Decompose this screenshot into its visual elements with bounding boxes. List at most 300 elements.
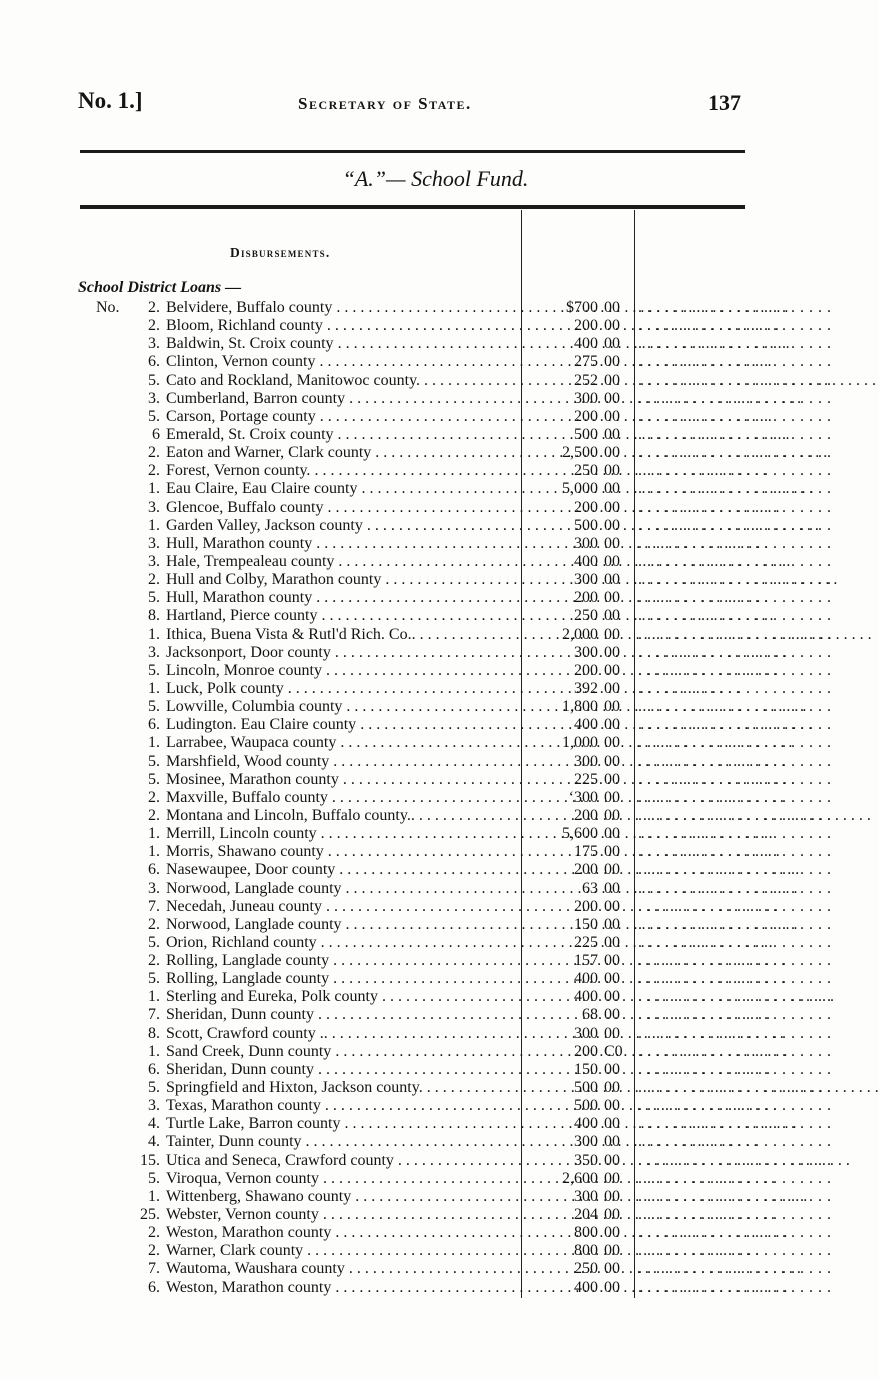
loan-amount: 275	[574, 353, 598, 371]
district-number: 5.	[148, 371, 160, 389]
district-number: 4.	[148, 1115, 160, 1133]
table-row	[0, 535, 851, 553]
dot-leader: . . . . . . . . . . . . . . . . . . . . . .	[638, 1224, 832, 1242]
heavy-rule	[80, 205, 745, 209]
district-number: 2.	[148, 952, 160, 970]
loan-cents: 00	[604, 534, 620, 552]
table-row	[0, 299, 851, 317]
dot-leader: . . . . . . . . . . . . . . . . . . . . . .	[638, 353, 832, 371]
loan-cents: 00	[604, 317, 620, 335]
district-number: 2.	[148, 1224, 160, 1242]
loan-amount: 200	[574, 317, 598, 335]
table-row	[0, 589, 851, 607]
district-description: Clinton, Vernon county . . .	[166, 353, 518, 371]
dot-leader: . . . . . . . . . . . . . . . . . . . . . .	[638, 1097, 832, 1115]
dot-leader: . . . . . . . . . . . . . . . . . . . . . .	[638, 806, 832, 824]
loan-cents: 00	[604, 1242, 620, 1260]
dot-leader: . . . . . . . . . . . . . . . . . . . . . .	[638, 1206, 832, 1224]
district-number: 5.	[148, 933, 160, 951]
district-number: 2.	[148, 444, 160, 462]
table-row	[0, 952, 851, 970]
loan-cents: 00	[604, 1224, 620, 1242]
district-description: Larrabee, Waupaca county . . .	[166, 734, 518, 752]
district-number: 3.	[148, 498, 160, 516]
district-number: 1.	[148, 988, 160, 1006]
dot-leader: . . . . . . . . . . . . . . . . . . . . . .	[638, 335, 832, 353]
loan-cents: 00	[604, 897, 620, 915]
loan-amount: 400	[574, 716, 598, 734]
loan-cents: 00	[604, 407, 620, 425]
table-row	[0, 1224, 851, 1242]
district-number: 5.	[148, 407, 160, 425]
loan-amount: 2,500	[562, 444, 598, 462]
district-description: Utica and Seneca, Crawford county . . .	[166, 1152, 518, 1170]
loan-amount: 300	[574, 389, 598, 407]
loan-cents: 00	[604, 788, 620, 806]
loan-amount: 500	[574, 425, 598, 443]
dot-leader: . . . . . . . . . . . . . . . . . . . . . .	[638, 1169, 832, 1187]
district-number: 5.	[148, 698, 160, 716]
dot-leader: . . . . . . . . . . . . . . . . . . . . . .	[638, 988, 832, 1006]
district-number: 6.	[148, 1060, 160, 1078]
table-row	[0, 644, 851, 662]
loan-cents: 00	[604, 970, 620, 988]
dot-leader: . . . . . . . . . . . . . . . . . . . . . .	[638, 1133, 832, 1151]
district-description: Tainter, Dunn county . . .	[166, 1133, 518, 1151]
table-row	[0, 1242, 851, 1260]
loan-amount: 392	[574, 679, 598, 697]
district-description: Sterling and Eureka, Polk county . . .	[166, 988, 518, 1006]
loan-cents: 00	[604, 1260, 620, 1278]
loan-cents: 00	[604, 988, 620, 1006]
table-row	[0, 970, 851, 988]
district-number: 1.	[148, 843, 160, 861]
loan-cents: 00	[604, 915, 620, 933]
district-description: Merrill, Lincoln county . . .	[166, 825, 518, 843]
district-description: Cumberland, Barron county . . .	[166, 390, 518, 408]
district-number: 5.	[148, 1079, 160, 1097]
dot-leader: . . . . . . . . . . . . . . . . . . . . . .	[638, 716, 832, 734]
table-row	[0, 916, 851, 934]
dot-leader: . . . . . . . . . . . . . . . . . . . . . .	[638, 825, 832, 843]
district-number: 3.	[148, 389, 160, 407]
district-description: Hull, Marathon county . . .	[166, 535, 518, 553]
loan-amount: 150	[574, 1060, 598, 1078]
district-number: 2.	[148, 462, 160, 480]
header-title: Secretary of State.	[298, 94, 472, 113]
dot-leader: . . . . . . . . . . . . . . . . . . . . . .	[638, 389, 832, 407]
loan-cents: 00	[604, 353, 620, 371]
district-description: Scott, Crawford county .. . . .	[166, 1025, 518, 1043]
loan-amount: 2,600	[562, 1169, 598, 1187]
district-description: Rolling, Langlade county . . .	[166, 952, 518, 970]
page-number: 137	[708, 90, 741, 115]
loan-amount: 200	[574, 1042, 598, 1060]
loan-cents: 00	[604, 698, 620, 716]
header-document-number: No. 1.]	[78, 88, 143, 113]
loan-cents: 00	[604, 498, 620, 516]
district-number: 1.	[148, 679, 160, 697]
district-description: Lowville, Columbia county . . . .	[166, 698, 518, 716]
district-number: 1.	[148, 625, 160, 643]
table-row	[0, 898, 851, 916]
district-description: Forest, Vernon county. . . .	[166, 462, 518, 480]
district-description: Sheridan, Dunn county . . .	[166, 1006, 518, 1024]
loan-amount: 250	[574, 607, 598, 625]
district-description: Montana and Lincoln, Buffalo county.. . . .	[166, 807, 518, 825]
district-number: 6.	[148, 716, 160, 734]
district-description: Hull, Marathon county . . .	[166, 589, 518, 607]
dot-leader: . . . . . . . . . . . . . . . . . . . . . .	[638, 1006, 832, 1024]
district-description: Weston, Marathon county . . .	[166, 1224, 518, 1242]
table-row	[0, 1097, 851, 1115]
district-number: 2.	[148, 788, 160, 806]
loan-cents: 00	[604, 552, 620, 570]
loan-cents: 00	[604, 843, 620, 861]
loan-cents: 00	[604, 679, 620, 697]
loan-cents: 00	[604, 825, 620, 843]
district-description: Hull and Colby, Marathon county . . .	[166, 571, 518, 589]
district-number: 5.	[148, 589, 160, 607]
table-row	[0, 1260, 851, 1278]
table-row	[0, 680, 851, 698]
dot-leader: . . . . . . . . . . . . . . . . . . . . . .	[638, 1042, 832, 1060]
table-row	[0, 353, 851, 371]
table-row	[0, 1152, 851, 1170]
loan-cents: 00	[604, 1169, 620, 1187]
dot-leader: . . . . . . . . . . . . . . . . . . . . . .	[638, 462, 832, 480]
loan-cents: 00	[604, 607, 620, 625]
dot-leader: . . . . . . . . . . . . . . . . . . . . . .	[638, 407, 832, 425]
district-description: Glencoe, Buffalo county . . .	[166, 499, 518, 517]
loan-amount: ‘300	[568, 788, 598, 806]
district-description: Maxville, Buffalo county . . .	[166, 789, 518, 807]
loan-cents: 00	[604, 389, 620, 407]
dot-leader: . . . . . . . . . . . . . . . . . . . . . .	[638, 952, 832, 970]
district-number: 2.	[148, 806, 160, 824]
table-row	[0, 1079, 851, 1097]
district-description: Bloom, Richland county . . .	[166, 317, 518, 335]
loan-cents: 00	[604, 879, 620, 897]
loan-cents: 00	[604, 1024, 620, 1042]
district-number: 8.	[148, 607, 160, 625]
district-number: 6.	[148, 1278, 160, 1296]
loan-amount: 400	[574, 335, 598, 353]
district-description: Carson, Portage county . . .	[166, 408, 518, 426]
dot-leader: . . . . . . . . . . . . . . . . . . . . . .	[638, 534, 832, 552]
district-number: 1.	[148, 516, 160, 534]
loan-table	[0, 299, 851, 1297]
district-description: Rolling, Langlade county . . .	[166, 970, 518, 988]
district-description: Springfield and Hixton, Jackson county. . . .	[166, 1079, 518, 1097]
table-row	[0, 753, 851, 771]
dot-leader: . . . . . . . . . . . . . . . . . . . . . .	[638, 498, 832, 516]
dot-leader: . . . . . . . . . . . . . . . . . . . . . .	[638, 371, 832, 389]
dot-leader: . . . . . . . . . . . . . . . . . . . . . .	[638, 1115, 832, 1133]
district-description: Weston, Marathon county . . .	[166, 1279, 518, 1297]
loan-cents: 00	[604, 806, 620, 824]
dot-leader: . . . . . . . . . . . . . . . . . . . . . .	[638, 843, 832, 861]
table-row	[0, 934, 851, 952]
district-number: 1.	[148, 1042, 160, 1060]
loan-cents: 00	[604, 1060, 620, 1078]
loan-amount: 400	[574, 1115, 598, 1133]
loan-cents: 00	[604, 1278, 620, 1296]
loan-amount: 2,000	[562, 625, 598, 643]
loan-cents: 00	[604, 589, 620, 607]
table-row	[0, 662, 851, 680]
loan-cents: 00	[604, 1151, 620, 1169]
table-row	[0, 499, 851, 517]
district-number: 5.	[148, 1169, 160, 1187]
district-description: Necedah, Juneau county . . .	[166, 898, 518, 916]
loan-amount: 68	[582, 1006, 598, 1024]
table-row	[0, 825, 851, 843]
dot-leader: . . . . . . . . . . . . . . . . . . . . . .	[638, 643, 832, 661]
dot-leader: . . . . . . . . . . . . . . . . . . . . . .	[638, 299, 832, 316]
district-number: 6	[152, 425, 160, 443]
district-number: 6.	[148, 353, 160, 371]
district-number: 2.	[148, 299, 160, 316]
loan-amount: 300	[574, 1187, 598, 1205]
district-number: 6.	[148, 861, 160, 879]
loan-amount: 1,000	[562, 734, 598, 752]
fund-subtitle: “A.”— School Fund.	[342, 166, 529, 191]
loan-amount: 200	[574, 861, 598, 879]
table-row	[0, 1061, 851, 1079]
loan-amount: 150	[574, 915, 598, 933]
dot-leader: . . . . . . . . . . . . . . . . . . . . . .	[638, 552, 832, 570]
district-number: 5.	[148, 970, 160, 988]
loan-amount: 300	[574, 1024, 598, 1042]
dot-leader: . . . . . . . . . . . . . . . . . . . . . .	[638, 1242, 832, 1260]
loan-cents: 00	[604, 752, 620, 770]
loan-cents: 00	[604, 371, 620, 389]
loan-amount: 400	[574, 988, 598, 1006]
loan-cents: 00	[604, 716, 620, 734]
loan-amount: 250	[574, 1260, 598, 1278]
dot-leader: . . . . . . . . . . . . . . . . . . . . . .	[638, 1024, 832, 1042]
table-row	[0, 1043, 851, 1061]
loan-amount: 800	[574, 1242, 598, 1260]
district-number: 5.	[148, 770, 160, 788]
district-description: Cato and Rockland, Manitowoc county. . . .	[166, 372, 518, 390]
district-number: 7.	[148, 897, 160, 915]
loan-amount: 300	[574, 571, 598, 589]
district-number: 2.	[148, 571, 160, 589]
top-rule	[80, 150, 745, 153]
loan-amount: 400	[574, 552, 598, 570]
section-title: Disbursements.	[230, 245, 331, 260]
loan-amount: 157	[574, 952, 598, 970]
district-description: Ithica, Buena Vista & Rutl'd Rich. Co.. . . .	[166, 626, 518, 644]
district-description: Mosinee, Marathon county . . .	[166, 771, 518, 789]
loan-amount: 225	[574, 933, 598, 951]
loan-cents: 00	[604, 625, 620, 643]
loan-cents: 00	[604, 643, 620, 661]
loan-amount: 225	[574, 770, 598, 788]
dot-leader: . . . . . . . . . . . . . . . . . . . . . .	[638, 698, 832, 716]
table-row	[0, 988, 851, 1006]
dot-leader: . . . . . . . . . . . . . . . . . . . . . .	[638, 861, 832, 879]
table-row	[0, 607, 851, 625]
district-number: 3.	[148, 643, 160, 661]
district-description: Warner, Clark county . . .	[166, 1242, 518, 1260]
loan-cents: 00	[604, 571, 620, 589]
table-row	[0, 880, 851, 898]
dot-leader: . . . . . . . . . . . . . . . . . . . . . .	[638, 734, 832, 752]
table-row	[0, 335, 851, 353]
district-number: 1.	[148, 480, 160, 498]
dot-leader: . . . . . . . . . . . . . . . . . . . . . .	[638, 1079, 832, 1097]
dot-leader: . . . . . . . . . . . . . . . . . . . . . .	[638, 607, 832, 625]
table-row	[0, 480, 851, 498]
loan-amount: 5,000	[562, 480, 598, 498]
loan-amount: 500	[574, 1079, 598, 1097]
district-number: 3.	[148, 1097, 160, 1115]
loan-cents: 00	[604, 1097, 620, 1115]
table-row	[0, 807, 851, 825]
loan-cents: 00	[604, 1133, 620, 1151]
dot-leader: . . . . . . . . . . . . . . . . . . . . . .	[638, 444, 832, 462]
table-row	[0, 462, 851, 480]
loan-amount: 200	[574, 897, 598, 915]
district-description: Norwood, Langlade county . . .	[166, 880, 518, 898]
dot-leader: . . . . . . . . . . . . . . . . . . . . . .	[638, 625, 832, 643]
loan-amount: 175	[574, 843, 598, 861]
dot-leader: . . . . . . . . . . . . . . . . . . . . . .	[638, 933, 832, 951]
district-description: Sand Creek, Dunn county . . .	[166, 1043, 518, 1061]
dot-leader: . . . . . . . . . . . . . . . . . . . . . .	[638, 1060, 832, 1078]
loan-amount: $700	[566, 299, 598, 316]
district-number: 1.	[148, 1187, 160, 1205]
loan-cents: 00	[604, 661, 620, 679]
district-description: Eaton and Warner, Clark county . . .	[166, 444, 518, 462]
loans-subheading: School District Loans —	[78, 279, 242, 296]
dot-leader: . . . . . . . . . . . . . . . . . . . . . .	[638, 516, 832, 534]
district-number: 8.	[148, 1024, 160, 1042]
district-number: 4.	[148, 1133, 160, 1151]
dot-leader: . . . . . . . . . . . . . . . . . . . . . .	[638, 679, 832, 697]
district-number: 2.	[148, 915, 160, 933]
district-description: Norwood, Langlade county . . .	[166, 916, 518, 934]
table-row	[0, 444, 851, 462]
table-row	[0, 553, 851, 571]
dot-leader: . . . . . . . . . . . . . . . . . . . . . .	[638, 970, 832, 988]
loan-cents: 00	[604, 1187, 620, 1205]
district-number: 3.	[148, 335, 160, 353]
loan-cents: 00	[604, 770, 620, 788]
loan-cents: 00	[604, 1115, 620, 1133]
dot-leader: . . . . . . . . . . . . . . . . . . . . . .	[638, 1260, 832, 1278]
district-description: Webster, Vernon county . . .	[166, 1206, 518, 1224]
loan-amount: 500	[574, 516, 598, 534]
table-row	[0, 1006, 851, 1024]
table-row	[0, 698, 851, 716]
loan-cents: C0	[604, 1042, 623, 1060]
loan-amount: 200	[574, 806, 598, 824]
table-row	[0, 408, 851, 426]
loan-amount: 63	[582, 879, 598, 897]
table-row	[0, 1115, 851, 1133]
loan-amount: 400	[574, 1278, 598, 1296]
loan-cents: 00	[604, 861, 620, 879]
district-description: Lincoln, Monroe county . . .	[166, 662, 518, 680]
district-description: Turtle Lake, Barron county . . .	[166, 1115, 518, 1133]
loan-amount: 300	[574, 643, 598, 661]
district-description: Marshfield, Wood county . . .	[166, 753, 518, 771]
dot-leader: . . . . . . . . . . . . . . . . . . . . . .	[638, 915, 832, 933]
table-row	[0, 861, 851, 879]
dot-leader: . . . . . . . . . . . . . . . . . . . . . .	[638, 480, 832, 498]
district-number: 1.	[148, 734, 160, 752]
table-row	[0, 390, 851, 408]
district-description: Morris, Shawano county . . .	[166, 843, 518, 861]
district-description: Texas, Marathon county . . .	[166, 1097, 518, 1115]
district-number: 25.	[140, 1206, 160, 1224]
loan-amount: 200	[574, 407, 598, 425]
district-number: 1.	[148, 825, 160, 843]
district-description: Belvidere, Buffalo county . . .	[166, 299, 518, 317]
district-number: 2.	[148, 317, 160, 335]
dot-leader: . . . . . . . . . . . . . . . . . . . . . .	[638, 879, 832, 897]
district-number: 3.	[148, 552, 160, 570]
district-description: Viroqua, Vernon county . . .	[166, 1170, 518, 1188]
table-row	[0, 1279, 851, 1297]
loan-cents: 00	[604, 1079, 620, 1097]
loan-amount: 200	[574, 661, 598, 679]
loan-cents: 00	[604, 462, 620, 480]
table-row	[0, 843, 851, 861]
district-number: 7.	[148, 1260, 160, 1278]
table-row	[0, 1133, 851, 1151]
loan-amount: 252	[574, 371, 598, 389]
dot-leader: . . . . . . . . . . . . . . . . . . . . . .	[638, 1151, 832, 1169]
district-description: Sheridan, Dunn county . . .	[166, 1061, 518, 1079]
district-description: Orion, Richland county . . .	[166, 934, 518, 952]
loan-amount: 204	[574, 1206, 598, 1224]
loan-cents: 00	[604, 933, 620, 951]
table-row	[0, 716, 851, 734]
loan-amount: 250	[574, 462, 598, 480]
district-number: 5.	[148, 661, 160, 679]
district-description: Wautoma, Waushara county . . .	[166, 1260, 518, 1278]
loan-cents: 00	[604, 425, 620, 443]
dot-leader: . . . . . . . . . . . . . . . . . . . . . .	[638, 1278, 832, 1296]
district-description: Emerald, St. Croix county . . .	[166, 426, 518, 444]
dot-leader: . . . . . . . . . . . . . . . . . . . . . .	[638, 752, 832, 770]
loan-amount: 500	[574, 1097, 598, 1115]
table-row	[0, 372, 851, 390]
dot-leader: . . . . . . . . . . . . . . . . . . . . . .	[638, 571, 832, 589]
table-row	[0, 771, 851, 789]
dot-leader: . . . . . . . . . . . . . . . . . . . . . .	[638, 317, 832, 335]
district-description: Luck, Polk county . . .	[166, 680, 518, 698]
loan-cents: 00	[604, 1006, 620, 1024]
table-row	[0, 1170, 851, 1188]
table-row	[0, 1206, 851, 1224]
loan-cents: 00	[604, 299, 620, 316]
table-row	[0, 789, 851, 807]
table-row	[0, 317, 851, 335]
dot-leader: . . . . . . . . . . . . . . . . . . . . . .	[638, 788, 832, 806]
dot-leader: . . . . . . . . . . . . . . . . . . . . . .	[638, 897, 832, 915]
loan-amount: 300	[574, 1133, 598, 1151]
loan-amount: 300	[574, 752, 598, 770]
loan-cents: 00	[604, 1206, 620, 1224]
dot-leader: . . . . . . . . . . . . . . . . . . . . . .	[638, 661, 832, 679]
district-description: Ludington. Eau Claire county . . .	[166, 716, 518, 734]
